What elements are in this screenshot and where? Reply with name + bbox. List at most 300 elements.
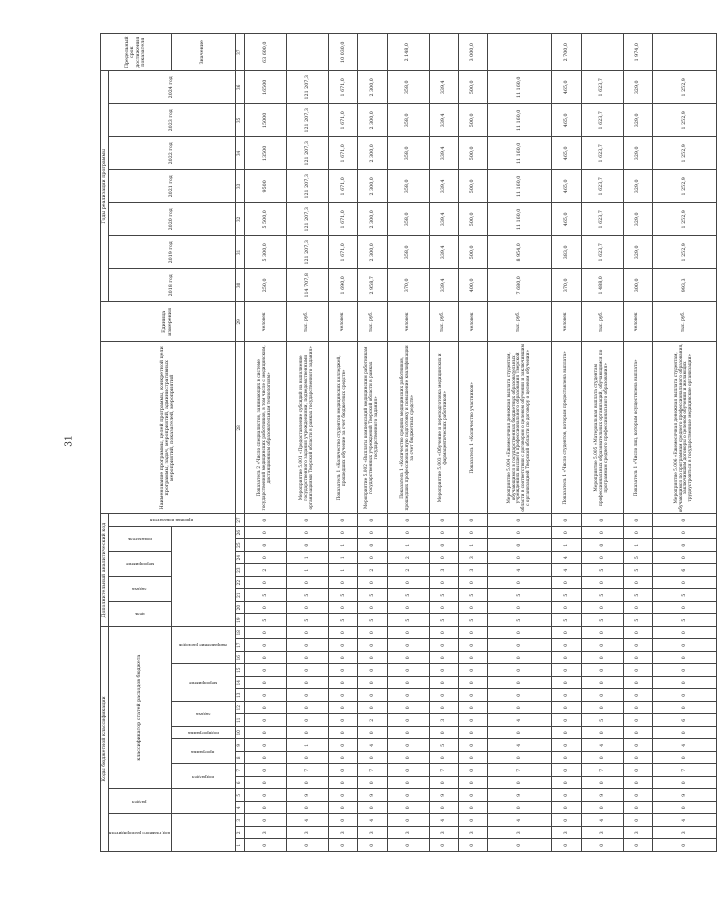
year-value-cell: 9500 [244,170,286,203]
code-cell: 0 [458,664,487,677]
unit-cell: тыс. руб. [488,302,552,342]
code-cell: 0 [552,601,581,614]
program-description-cell: Показатель 1 «Количество средних медицинских работников, прошедших профессиональную подготовку и повышение квалификации за счет бюджетных средств» [387,342,429,514]
code-cell: 4 [488,739,552,752]
code-cell: 0 [488,639,552,652]
code-cell: 0 [581,777,623,790]
code-cell: 1 [623,539,652,552]
year-value-cell: 7 680,0 [488,269,552,302]
code-cell: 3 [458,564,487,577]
year-2019-header: 2019 год [108,236,235,269]
program-description-cell: Показатель 1 «Количество участников» [458,342,487,514]
term-value-cell: 2 700,0 [552,34,581,71]
code-cell: 5 [623,589,652,602]
year-value-cell: 121 207,3 [287,170,329,203]
analytic-indicator-cell: показатель [108,526,171,551]
code-cell: 0 [623,677,652,690]
table-row [488,34,552,852]
code-cell: 0 [429,727,458,740]
code-cell: 0 [287,839,329,852]
code-cell: 0 [488,664,552,677]
code-cell: 0 [581,752,623,765]
term-reach-header: Предельный срок достижения показателя [101,34,172,71]
code-cell: 5 [652,589,716,602]
code-cell: 0 [458,689,487,702]
code-cell: 0 [623,639,652,652]
column-number: 13 [235,689,244,702]
code-cell: 0 [429,677,458,690]
code-cell: 0 [552,664,581,677]
code-cell: 0 [581,526,623,539]
code-cell: 5 [329,589,358,602]
budget-codes-header: Коды бюджетной классификации [101,626,109,851]
code-cell: 5 [287,589,329,602]
code-cell: 5 [358,589,387,602]
year-value-cell: 2 300,0 [358,236,387,269]
code-cell: 0 [244,752,286,765]
column-number: 11 [235,714,244,727]
code-cell: 0 [358,539,387,552]
code-cell: 0 [244,551,286,564]
year-2021-header: 2021 год [108,170,235,203]
code-cell: 0 [244,689,286,702]
year-value-cell: 1 252,9 [652,203,716,236]
code-cell: 4 [652,739,716,752]
code-cell: 0 [652,689,716,702]
code-cell: 0 [552,814,581,827]
year-value-cell: 11 160,0 [488,170,552,203]
year-value-cell: 1 690,0 [329,269,358,302]
code-cell: 3 [287,827,329,840]
code-cell: 0 [244,714,286,727]
code-cell: 0 [623,626,652,639]
year-value-cell: 339,4 [429,170,458,203]
code-cell: 5 [552,614,581,627]
task-code-sub: задача [171,702,235,727]
code-cell: 0 [387,664,429,677]
year-value-cell: 8 954,0 [488,236,552,269]
code-cell: 5 [429,614,458,627]
year-value-cell: 1 671,0 [329,71,358,104]
column-number: 21 [235,589,244,602]
code-cell: 0 [287,714,329,727]
program-description-cell: Мероприятие 5.001 «Предоставление субсидий на выполнение государственного задания учреждениями, подведомственными организациями Тверской области в рамках государственного задания» [287,342,329,514]
code-cell: 0 [244,739,286,752]
code-cell: 0 [244,664,286,677]
code-cell: 0 [458,802,487,815]
code-cell: 0 [329,702,358,715]
code-cell: 5 [581,614,623,627]
year-value-cell: 500,0 [458,203,487,236]
code-cell: 0 [652,839,716,852]
code-cell: 0 [358,689,387,702]
code-cell: 0 [329,576,358,589]
year-value-cell: 2 958,7 [358,269,387,302]
budget-program-table [100,33,717,852]
code-cell: 0 [244,802,286,815]
code-cell: 0 [552,639,581,652]
code-cell: 0 [287,689,329,702]
code-cell: 1 [329,539,358,552]
year-value-cell: 16500 [244,71,286,104]
unit-cell: тыс. руб. [287,302,329,342]
code-cell: 0 [287,576,329,589]
code-cell: 0 [429,639,458,652]
code-cell: 0 [329,514,358,527]
code-cell: 0 [429,652,458,665]
column-number: 17 [235,639,244,652]
code-cell: 0 [244,514,286,527]
year-value-cell: 2 300,0 [358,104,387,137]
column-number: 9 [235,739,244,752]
year-2018-header: 2018 год [108,269,235,302]
code-cell: 0 [358,702,387,715]
term-value-cell [652,34,716,71]
code-cell: 0 [652,551,716,564]
code-cell: 5 [387,589,429,602]
unit-cell: человек [552,302,581,342]
code-cell: 0 [552,702,581,715]
code-cell: 0 [358,551,387,564]
code-cell: 0 [329,652,358,665]
year-value-cell: 2 300,0 [358,170,387,203]
program-description-cell: Мероприятие 5.005 «Материальная выплата студентам профессиональных образовательных организаций, обучающимся по программам среднего профессионального образования» [581,342,623,514]
code-cell: 0 [287,526,329,539]
code-cell: 0 [581,639,623,652]
year-value-cell: 358,0 [387,137,429,170]
code-cell: 5 [581,714,623,727]
code-cell: 4 [488,564,552,577]
column-number: 8 [235,752,244,765]
code-cell: 0 [652,626,716,639]
code-cell: 0 [552,652,581,665]
code-cell: 0 [329,526,358,539]
analytic-goal-cell: цель [108,601,171,626]
column-number: 29 [235,302,244,342]
code-cell: 0 [429,702,458,715]
section-code-cell: раздел [108,789,171,814]
table-row [623,34,652,852]
code-cell: 5 [429,739,458,752]
year-value-cell: 339,4 [429,137,458,170]
code-cell: 0 [581,576,623,589]
term-value-cell: 2 148,0 [387,34,429,71]
column-number: 7 [235,764,244,777]
year-value-cell: 370,0 [552,269,581,302]
code-cell: 0 [581,702,623,715]
code-cell: 5 [488,589,552,602]
code-cell: 3 [429,564,458,577]
code-cell: 4 [552,564,581,577]
code-cell: 0 [387,789,429,802]
year-value-cell: 329,0 [623,104,652,137]
year-value-cell: 1 671,0 [329,236,358,269]
code-cell: 0 [387,727,429,740]
code-cell: 0 [488,839,552,852]
code-cell: 0 [387,689,429,702]
code-cell: 0 [488,626,552,639]
code-cell: 0 [652,576,716,589]
code-cell: 0 [244,777,286,790]
code-cell: 0 [287,777,329,790]
code-cell: 3 [458,827,487,840]
code-cell: 0 [552,777,581,790]
column-number: 27 [235,514,244,527]
column-number: 3 [235,814,244,827]
column-number: 28 [235,342,244,514]
code-cell: 9 [429,789,458,802]
table-row [287,34,329,852]
code-cell: 0 [429,689,458,702]
year-value-cell: 465,0 [552,170,581,203]
column-number: 34 [235,137,244,170]
code-cell: 0 [552,714,581,727]
code-cell: 1 [287,564,329,577]
code-cell: 0 [429,664,458,677]
code-cell: 4 [358,739,387,752]
column-number: 16 [235,652,244,665]
year-value-cell: 465,0 [552,203,581,236]
code-cell: 0 [488,551,552,564]
year-value-cell: 1 623,7 [581,137,623,170]
year-value-cell: 2 300,0 [358,203,387,236]
code-cell: 4 [552,551,581,564]
year-2024-header: 2024 год [108,71,235,104]
year-value-cell: 1 671,0 [329,170,358,203]
code-cell: 5 [623,551,652,564]
code-cell: 0 [244,626,286,639]
code-cell: 0 [581,626,623,639]
code-cell: 0 [329,752,358,765]
code-cell: 0 [623,752,652,765]
code-cell: 5 [488,614,552,627]
code-cell: 1 [329,564,358,577]
term-value-cell [488,34,552,71]
code-cell: 0 [458,727,487,740]
year-value-cell: 329,0 [623,236,652,269]
year-value-cell: 5 500,0 [244,203,286,236]
code-cell: 3 [652,827,716,840]
code-cell: 0 [488,752,552,765]
code-cell: 0 [652,664,716,677]
term-value-cell: 63 600,0 [244,34,286,71]
code-cell: 0 [287,664,329,677]
code-cell: 5 [552,589,581,602]
code-cell: 4 [488,814,552,827]
code-cell: 0 [244,839,286,852]
code-cell: 0 [387,839,429,852]
year-value-cell: 5 300,0 [244,236,286,269]
code-cell: 5 [329,614,358,627]
code-cell: 0 [358,626,387,639]
code-cell: 0 [387,526,429,539]
year-value-cell: 1 252,9 [652,170,716,203]
column-number: 26 [235,526,244,539]
year-value-cell: 1 488,0 [581,269,623,302]
year-value-cell: 329,0 [623,170,652,203]
code-cell: 5 [623,564,652,577]
year-value-cell: 11 160,0 [488,104,552,137]
code-cell: 0 [358,639,387,652]
code-cell: 0 [552,677,581,690]
column-number: 1 [235,839,244,852]
year-value-cell: 1 671,0 [329,203,358,236]
expense-direction-sub: направление расходов [171,626,235,664]
term-value-header: Значение [171,34,235,71]
year-value-cell: 339,4 [429,104,458,137]
code-cell: 0 [458,764,487,777]
code-cell: 3 [458,551,487,564]
code-cell: 0 [458,601,487,614]
table-row [429,34,458,852]
term-value-cell [429,34,458,71]
code-cell: 0 [458,626,487,639]
code-cell: 0 [387,576,429,589]
code-cell: 0 [358,652,387,665]
code-cell: 0 [623,764,652,777]
year-value-cell: 400,0 [458,269,487,302]
column-number: 4 [235,802,244,815]
code-cell: 0 [287,702,329,715]
column-number: 25 [235,539,244,552]
code-cell: 4 [358,814,387,827]
code-cell: 0 [287,639,329,652]
year-value-cell: 15000 [244,104,286,137]
code-cell: 0 [652,601,716,614]
code-cell: 0 [581,652,623,665]
code-cell: 0 [287,752,329,765]
term-value-cell: 10 030,0 [329,34,358,71]
year-value-cell: 329,0 [623,71,652,104]
code-cell: 4 [429,814,458,827]
code-cell: 0 [488,677,552,690]
code-cell: 0 [387,714,429,727]
year-value-cell: 500,0 [458,71,487,104]
unit-cell: тыс. руб. [358,302,387,342]
code-cell: 0 [287,626,329,639]
code-cell: 0 [552,789,581,802]
document-page [100,36,694,852]
code-cell: 0 [287,802,329,815]
code-cell: 3 [244,827,286,840]
code-cell: 0 [623,814,652,827]
year-value-cell: 339,4 [429,269,458,302]
code-cell: 0 [358,752,387,765]
year-value-cell: 1 252,9 [652,104,716,137]
code-cell: 0 [358,677,387,690]
code-cell: 0 [552,727,581,740]
year-value-cell: 339,4 [429,236,458,269]
program-description-cell: Показатель 1 «Число студентов, которым предоставлена выплата» [552,342,581,514]
code-cell: 4 [652,814,716,827]
code-cell: 0 [623,727,652,740]
year-value-cell: 121 207,3 [287,236,329,269]
code-cell: 0 [387,752,429,765]
code-cell: 0 [652,777,716,790]
code-cell: 0 [358,839,387,852]
code-cell: 0 [387,514,429,527]
year-value-cell: 500,0 [458,236,487,269]
code-cell: 0 [652,539,716,552]
code-cell: 7 [581,764,623,777]
year-value-cell: 121 207,3 [287,71,329,104]
activity-classifier-header: Дополнительный аналитический код [101,514,109,627]
code-cell: 0 [458,752,487,765]
column-number: 35 [235,104,244,137]
code-cell: 0 [329,802,358,815]
code-cell: 0 [244,764,286,777]
program-description-cell: Показатель 2 «Число специалистов, занимающих в системе государственной медицинских работников, в том числе с медицинским, дистанционным образовательным технологиям» [244,342,286,514]
table-row [458,34,487,852]
code-cell: 0 [458,739,487,752]
term-value-cell [287,34,329,71]
code-cell: 0 [581,839,623,852]
year-value-cell: 358,0 [387,203,429,236]
year-value-cell: 13500 [244,137,286,170]
code-cell: 0 [458,702,487,715]
column-number-row [235,34,244,852]
code-cell: 0 [652,752,716,765]
code-cell: 4 [287,814,329,827]
program-description-cell: Мероприятие 5.002 «Выплаты компенсаций медицинским работникам государственных учреждений Тверской области в рамках государственного задания» [358,342,387,514]
code-cell: 0 [358,576,387,589]
code-cell: 2 [244,564,286,577]
code-cell: 0 [652,652,716,665]
code-cell: 0 [488,652,552,665]
code-cell: 0 [652,526,716,539]
analytic-sub [171,526,235,626]
code-cell: 0 [358,526,387,539]
code-cell: 0 [329,839,358,852]
year-value-cell: 1 623,7 [581,104,623,137]
year-value-cell: 329,0 [623,203,652,236]
code-cell: 0 [287,514,329,527]
code-cell: 0 [387,777,429,790]
table-row [244,34,286,852]
code-cell: 0 [623,714,652,727]
code-cell: 0 [329,639,358,652]
unit-cell: тыс. руб. [429,302,458,342]
term-value-cell: 1 974,0 [623,34,652,71]
event-code-sub: мероприятие [171,664,235,702]
code-cell: 1 [329,551,358,564]
code-cell: 0 [244,539,286,552]
code-cell: 0 [429,626,458,639]
code-cell: 0 [329,789,358,802]
program-description-cell: Показатель 1 «Число лиц, которым осуществлена выплата» [623,342,652,514]
code-cell: 0 [244,526,286,539]
code-cell: 0 [488,539,552,552]
code-cell: 3 [429,827,458,840]
program-description-cell: Мероприятие 5.004 «Ежемесячная денежная выплата студентам, обучающимся в государственных бюджетных образовательных учреждениях высшего профессионального образования Тверской области в соответствии с договором о целевом обучении и заключившим с организацией Тверской области по договору о целевом обучении» [488,342,552,514]
code-cell: 0 [358,727,387,740]
unit-cell: человек [387,302,429,342]
year-value-cell: 993,3 [652,269,716,302]
year-value-cell: 329,0 [623,137,652,170]
code-cell: 0 [358,802,387,815]
year-value-cell: 1 252,9 [652,236,716,269]
code-cell: 0 [652,677,716,690]
code-cell: 0 [244,652,286,665]
code-cell: 0 [244,677,286,690]
column-number: 20 [235,601,244,614]
code-cell: 0 [358,514,387,527]
year-2020-header: 2020 год [108,203,235,236]
program-description-cell: Показатель 1 «Количество студентов медицинских колледжей, прошедших обучение за счет бюджетных средств» [329,342,358,514]
code-cell: 0 [387,677,429,690]
column-number: 10 [235,727,244,740]
code-cell: 0 [458,639,487,652]
